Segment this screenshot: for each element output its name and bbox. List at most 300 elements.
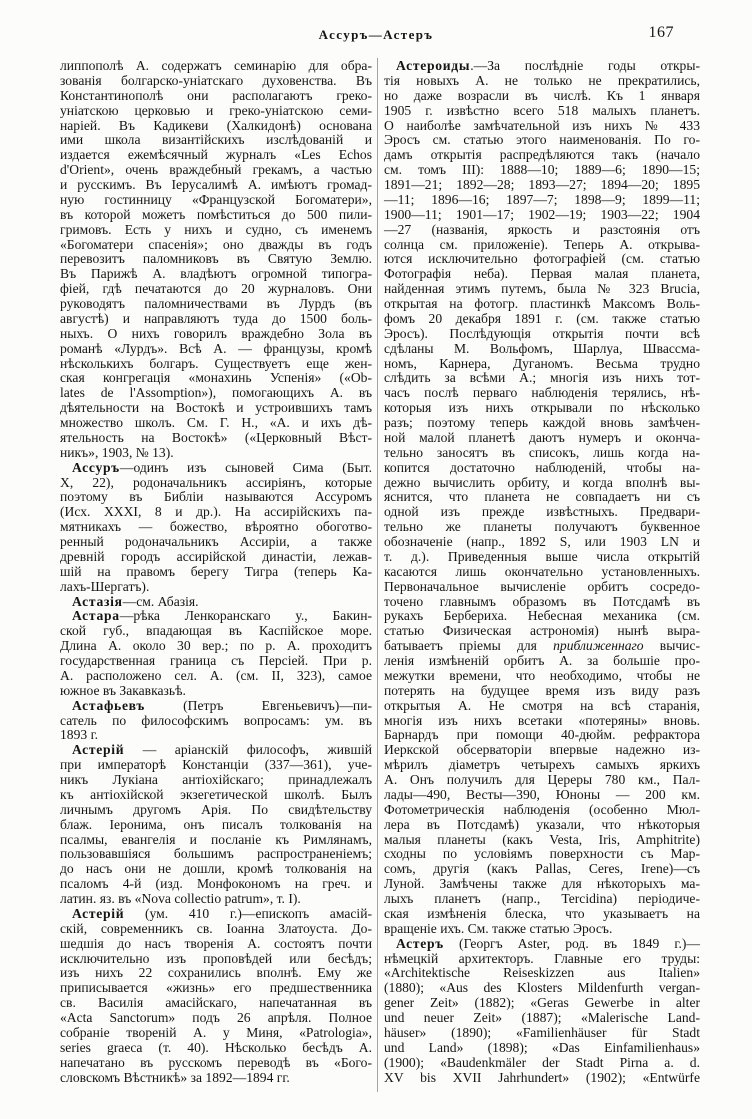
line-text: Луной. Замѣчены также для нѣкоторыхъ ма- [384, 876, 700, 892]
line-content [60, 88, 372, 103]
text-line [384, 490, 700, 505]
article-paragraph [60, 609, 372, 698]
line-content [384, 460, 700, 475]
text-line [60, 565, 372, 580]
line-content [384, 906, 700, 921]
line-text: und Land» (1898); «Das Einfamilienhaus» [384, 1039, 700, 1055]
line-content [384, 817, 700, 832]
text-line [384, 758, 700, 773]
line-content [72, 608, 372, 623]
line-text: (1880); «Aus des Klosters Mildenfurth vergan- [384, 980, 700, 996]
text-line [60, 699, 372, 714]
line-text: «Architektische Reiseskizzen aus Italien» [384, 965, 700, 981]
text-line [384, 386, 700, 401]
line-content [60, 519, 372, 534]
line-text: 1891—21; 1892—28; 1893—27; 1894—20; 1895 [384, 177, 700, 192]
line-content [384, 341, 700, 356]
line-content [384, 861, 700, 876]
text-line [384, 1011, 700, 1026]
text-line [384, 952, 700, 967]
text-line [60, 952, 372, 967]
line-text: малыя планеты (какъ Vesta, Iris, Amphitrite) [384, 831, 700, 847]
line-text: никъ», 1903, № 13). [60, 444, 174, 460]
line-text: сдѣланы М. Вольфомъ, Шарлуа, Швассма- [384, 340, 700, 356]
line-content [384, 177, 700, 192]
line-content [60, 162, 372, 177]
line-text: .—За послѣдніе годы откры- [470, 58, 700, 73]
line-text: августѣ) и направляютъ туда до 1500 боль- [60, 310, 372, 326]
text-line [60, 282, 372, 297]
line-content [60, 772, 372, 787]
line-text: А. расположено сел. А. (см. II, 323), самое [60, 667, 372, 683]
line-content [60, 177, 372, 192]
line-content [384, 608, 700, 623]
line-text: слѣдить за всѣми А.; многія изъ нихъ тот- [384, 370, 700, 386]
line-content [384, 445, 700, 460]
line-content [60, 326, 372, 341]
line-content [384, 683, 700, 698]
line-text: ются исключительно фотографіей (см. статью [384, 251, 700, 267]
text-line [384, 714, 700, 729]
line-content [60, 861, 372, 876]
line-text: —27 (названія, яркость и разстоянія отъ [384, 221, 700, 237]
text-line [60, 342, 372, 357]
line-content [60, 370, 372, 385]
line-text: изъ нихъ 22 сохранились вполнѣ. Ему же [60, 965, 372, 981]
line-content [384, 415, 700, 430]
line-content [60, 237, 372, 252]
line-text: исключительно изъ проповѣдей или бесѣдъ; [60, 950, 372, 966]
text-line [384, 267, 700, 282]
article-headword: Астерій [72, 905, 125, 921]
line-text: «Acta Sanctorum» подъ 26 апрѣля. Полное [60, 1010, 372, 1025]
text-line [60, 133, 372, 148]
line-content [384, 772, 700, 787]
line-content [60, 668, 372, 683]
line-text: при императорѣ Констанціи (337—361), уче- [60, 757, 372, 773]
line-content [60, 683, 186, 698]
line-text: сходны по условіямъ поверхности съ Мар- [384, 846, 700, 862]
article-headword: Астафьевъ [72, 697, 146, 713]
line-text: нѣмецкій архитекторъ. Главные его труды: [384, 950, 700, 966]
text-line [60, 803, 372, 818]
line-text: мѣрилъ діаметръ четырехъ самыхъ яркихъ [384, 757, 700, 773]
line-text: — аріанскій философъ, жившій [124, 742, 372, 758]
line-content [384, 832, 700, 847]
line-text: уніатскою церковью и греко-уніатскою семи- [60, 102, 372, 118]
line-content [384, 1040, 700, 1055]
text-line [60, 1041, 372, 1056]
line-text: псаломъ 4-й (изд. Монфокономъ на греч. и [60, 876, 372, 892]
line-text: потерять на будущее время изъ виду разъ [384, 682, 700, 698]
line-content [60, 341, 372, 356]
line-text: (Георгъ Aster, род. въ 1849 г.)— [443, 935, 700, 951]
line-text: 1900—11; 1901—17; 1902—19; 1903—22; 1904 [384, 206, 700, 222]
line-text: см. томъ III): 1888—10; 1889—6; 1890—15; [384, 162, 700, 178]
text-line [384, 609, 700, 624]
line-text: тельно же планеты получаютъ буквенное [384, 519, 700, 535]
text-line [60, 773, 372, 788]
line-text: —рѣка Ленкоранскаго у., Бакин- [119, 608, 372, 624]
text-line [384, 550, 700, 565]
line-content [60, 757, 372, 772]
line-content [60, 385, 372, 400]
line-content [60, 251, 372, 266]
text-line [60, 892, 372, 907]
article-headword: Астеръ [396, 935, 444, 951]
line-text: св. Василія амасійскаго, напечатанная въ [60, 995, 372, 1011]
line-content [60, 1025, 372, 1040]
line-content [384, 192, 700, 207]
text-line [60, 238, 372, 253]
line-content [384, 281, 700, 296]
line-text: найденная этимъ путемъ, была № 323 Brucia, [384, 281, 700, 297]
text-line [384, 446, 700, 461]
text-line [384, 1071, 700, 1086]
line-text: 1905 г. извѣстно всего 518 малыхъ планетъ. [384, 102, 700, 118]
line-text: ной малой планетѣ даютъ нумеръ и оконча- [384, 429, 700, 445]
line-content [60, 936, 372, 951]
line-text: одной изъ прежде извѣстныхъ. Предвари- [384, 504, 700, 520]
text-line [60, 818, 372, 833]
line-content [60, 787, 372, 802]
line-text: ятельность на Востокѣ» («Церковный Вѣст- [60, 429, 372, 445]
line-text: южное въ Закавказьѣ. [60, 682, 186, 698]
text-line [384, 401, 700, 416]
line-content [384, 430, 700, 445]
line-text: открытая на фотогр. пластинкѣ Максомъ Воль- [384, 296, 700, 311]
line-text: ская измѣненія блеска, что указываетъ на [384, 905, 700, 921]
text-line [384, 461, 700, 476]
line-text: дѣятельности на Востокѣ и устроившихъ тамъ [60, 400, 372, 416]
text-line [60, 728, 372, 743]
text-line [60, 788, 372, 803]
text-line [60, 416, 372, 431]
text-line [60, 595, 372, 610]
article-paragraph [60, 595, 372, 610]
text-line [384, 922, 700, 937]
article-paragraph [60, 907, 372, 1086]
line-content [60, 876, 372, 891]
line-content [60, 846, 372, 861]
text-line [60, 59, 372, 74]
text-line [384, 892, 700, 907]
text-line [60, 371, 372, 386]
text-line [384, 119, 700, 134]
line-content [384, 668, 700, 683]
text-line [384, 416, 700, 431]
line-text: блаж. Іеронима, онъ писалъ толкованія на [60, 816, 372, 832]
line-text: (1900); «Baudenkmäler der Stadt Pirna a. d. [384, 1054, 700, 1070]
line-content [384, 475, 700, 490]
text-line [384, 357, 700, 372]
text-line [60, 357, 372, 372]
text-line [384, 699, 700, 714]
line-content [384, 88, 700, 103]
line-content [60, 832, 372, 847]
line-content [60, 995, 372, 1010]
line-text: Фотометрическія наблюденія (особенно Мюл- [384, 801, 700, 817]
line-content [384, 965, 700, 980]
line-content [396, 936, 700, 951]
line-text: d'Orient», очень враждебный грекамъ, а частью [60, 162, 372, 178]
article-paragraph [60, 699, 372, 744]
line-content [384, 1025, 700, 1040]
text-line [60, 714, 372, 729]
text-line [384, 580, 700, 595]
article-paragraph [60, 743, 372, 907]
line-text: никъ Лукіана антіохійскаго; принадлежалъ [60, 772, 372, 787]
text-line [60, 74, 372, 89]
line-content [60, 311, 372, 326]
line-text: ренный родоначальникъ Ассиріи, а также [60, 534, 372, 549]
line-text: обозначеніе (напр., 1892 S, или 1903 LN и [384, 534, 700, 549]
line-text: словскомъ Вѣстникѣ» за 1892—1894 гг. [60, 1069, 290, 1085]
text-line [384, 654, 700, 669]
text-line [60, 907, 372, 922]
emphasized-text: приближеннаго [553, 638, 644, 654]
line-content [60, 727, 98, 742]
article-headword: Астара [72, 608, 120, 624]
line-text: въ которой можетъ помѣститься до 500 пили- [60, 206, 372, 222]
line-content [60, 921, 372, 936]
text-line [60, 490, 372, 505]
text-line [384, 476, 700, 491]
right-column [384, 59, 700, 1085]
text-line [384, 937, 700, 952]
line-text: (Петръ Евгеньевичъ)—пи- [145, 697, 372, 713]
line-text: тія новыхъ А. не только не прекратились, [384, 72, 700, 88]
text-line [384, 624, 700, 639]
text-line [60, 937, 372, 952]
line-text: издается ежемѣсячный журналъ «Les Echos [60, 147, 372, 163]
text-line [384, 252, 700, 267]
text-line [384, 773, 700, 788]
line-text: точено главнымъ образомъ въ Потсдамѣ въ [384, 593, 700, 609]
text-line [384, 877, 700, 892]
line-content [384, 296, 700, 311]
text-line [60, 461, 372, 476]
line-text: Длина А. около 30 вер.; по р. А. проходитъ [60, 638, 372, 654]
line-content [384, 995, 700, 1010]
line-content [72, 460, 372, 475]
line-content [60, 802, 372, 817]
line-content [60, 296, 372, 311]
line-text: лера въ Потсдамѣ) указали, что нѣкоторыя [384, 816, 700, 832]
text-line [384, 520, 700, 535]
line-text: (Исх. XXXI, 8 и др.). На ассирійскихъ па- [60, 504, 372, 520]
line-content [384, 921, 612, 936]
line-text: до насъ они не дошли, кромѣ толкованія на [60, 861, 372, 877]
line-text: государственная граница съ Персіей. При р. [60, 653, 372, 668]
article-paragraph [60, 461, 372, 595]
line-text: А. Онъ получилъ для Цереры 780 км., Пал- [384, 772, 700, 787]
line-content [384, 876, 700, 891]
line-text: лады—490, Весты—390, Юноны — 200 км. [384, 786, 700, 802]
line-content [60, 400, 372, 415]
line-content [384, 132, 700, 147]
line-text: номъ, Карнера, Дуганомъ. Весьма трудно [384, 355, 700, 371]
line-content [72, 698, 372, 713]
line-content [60, 266, 372, 281]
text-line [60, 684, 372, 699]
text-line [60, 1071, 372, 1086]
text-line [384, 743, 700, 758]
line-content [384, 846, 700, 861]
text-line [384, 342, 700, 357]
text-line [60, 1011, 372, 1026]
text-line [60, 1026, 372, 1041]
line-content [60, 1010, 372, 1025]
line-text: Эросъ). Послѣдующія открытія почти всѣ [384, 325, 700, 341]
line-text: рукахъ Бербериха. Небесная механика (см. [384, 608, 700, 624]
line-text: Эросъ см. статью этого наименованія. По го- [384, 132, 700, 148]
line-text: латин. яз. въ «Nova collectio patrum», т. I). [60, 891, 301, 906]
line-text: романѣ «Лурдъ». Всѣ А. — французы, кромѣ [60, 340, 372, 356]
line-content [384, 1070, 700, 1085]
text-line [384, 505, 700, 520]
text-line [384, 104, 700, 119]
line-text: lates de l'Assomption»), помогающихъ А. въ [60, 385, 372, 401]
line-text: ныхъ. О нихъ говорилъ враждебно Зола въ [60, 325, 372, 341]
line-text: зованія болгарско-уніатскаго духовенства. Въ [60, 72, 372, 88]
line-content [396, 58, 700, 73]
line-text: шій на правомъ берегу Тигра (теперь Ка- [60, 563, 372, 579]
line-text: Иеркской обсерваторіи впервые надежно из- [384, 742, 700, 758]
line-content [384, 385, 700, 400]
line-content [72, 742, 372, 757]
text-line [60, 252, 372, 267]
line-content [60, 951, 372, 966]
line-text: —11; 1896—16; 1897—7; 1898—9; 1899—11; [384, 191, 700, 207]
line-content [384, 742, 700, 757]
line-content [60, 549, 372, 564]
line-text: тельно заносятъ въ списокъ, лишь когда на- [384, 444, 700, 460]
text-line [384, 1041, 700, 1056]
line-content [384, 787, 700, 802]
line-text: нѣсколькихъ болгаръ. Существуетъ еще жен- [60, 355, 372, 371]
line-text: касаются лишь окончательно установленныхъ. [384, 563, 700, 579]
line-text: разъ; поэтому теперь каждой вновь замѣчен- [384, 415, 700, 430]
line-text: Константинополѣ они располагаютъ греко- [60, 87, 372, 103]
line-content [384, 73, 700, 88]
text-line [60, 312, 372, 327]
text-line [384, 565, 700, 580]
text-line [60, 862, 372, 877]
line-content [384, 118, 700, 133]
line-content [60, 980, 372, 995]
text-line [384, 208, 700, 223]
line-content [384, 951, 700, 966]
running-header: Ассуръ—Астеръ [318, 27, 434, 42]
text-line [60, 178, 372, 193]
text-line [384, 282, 700, 297]
line-text: псалмы, евангелія и посланіе къ Римлянамъ, [60, 831, 372, 847]
line-content [60, 623, 372, 638]
line-content [384, 222, 700, 237]
line-text: часъ послѣ перваго наблюденія терялись, нѣ- [384, 385, 700, 401]
line-content [60, 147, 372, 162]
text-line [384, 684, 700, 699]
text-line [384, 1026, 700, 1041]
line-text: О наиболѣе замѣчательной изъ нихъ № 433 [384, 117, 700, 133]
line-text: Фотографія неба). Первая малая планета, [384, 266, 700, 282]
line-content [384, 489, 700, 504]
line-content [384, 237, 700, 252]
text-line [60, 624, 372, 639]
line-content [60, 118, 372, 133]
text-line [384, 178, 700, 193]
line-content [384, 653, 700, 668]
line-content [384, 623, 700, 638]
article-paragraph [60, 59, 372, 461]
line-text: —одинъ изъ сыновей Сима (Быт. [119, 459, 372, 475]
line-content [384, 698, 700, 713]
article-headword: Ассуръ [72, 459, 120, 475]
text-line [384, 371, 700, 386]
text-line [60, 580, 372, 595]
text-line [384, 327, 700, 342]
text-line [384, 639, 700, 654]
line-text: XV bis XVII Jahrhundert» (1902); «Entwürfe [384, 1069, 700, 1085]
line-content [60, 222, 372, 237]
text-line [60, 966, 372, 981]
text-line [60, 148, 372, 163]
text-line [60, 535, 372, 550]
line-content [60, 192, 372, 207]
line-content [384, 251, 700, 266]
article-paragraph [384, 937, 700, 1086]
line-text: Въ Парижѣ А. владѣютъ огромной типогра- [60, 266, 372, 282]
line-text: множество школъ. См. Г. Н., «А. и ихъ дѣ- [60, 415, 372, 430]
line-content [60, 713, 372, 728]
line-content [384, 638, 700, 653]
line-text: Барнардъ при помощи 40-дюйм. рефрактора [384, 727, 700, 743]
line-text: наріей. Въ Кадикеви (Халкидонѣ) основана [60, 117, 372, 133]
text-line [60, 505, 372, 520]
text-line [60, 119, 372, 134]
line-text: пользовавшіяся большимъ распространеніемъ; [60, 846, 372, 862]
article-headword: Астазія [72, 593, 123, 609]
text-line [60, 297, 372, 312]
line-content [60, 207, 372, 222]
line-content [384, 207, 700, 222]
line-text: вращеніе ихъ. См. также статью Эросъ. [384, 920, 613, 936]
line-content [60, 415, 372, 430]
text-line [60, 386, 372, 401]
line-content [384, 713, 700, 728]
line-content [60, 564, 372, 579]
line-content [384, 534, 700, 549]
line-content [60, 817, 372, 832]
text-line [60, 833, 372, 848]
text-line [60, 520, 372, 535]
line-text: личнымъ другомъ Арія. По свидѣтельству [60, 801, 372, 817]
text-line [384, 833, 700, 848]
text-line [60, 104, 372, 119]
text-line [384, 1056, 700, 1071]
line-content [60, 1055, 372, 1070]
line-text: скій, современникъ св. Іоанна Златоуста. До- [60, 920, 372, 936]
text-line [60, 163, 372, 178]
line-content [384, 311, 700, 326]
line-content [384, 594, 700, 609]
text-line [384, 74, 700, 89]
text-line [60, 223, 372, 238]
line-content [60, 58, 372, 73]
line-content [60, 430, 372, 445]
text-line [384, 595, 700, 610]
